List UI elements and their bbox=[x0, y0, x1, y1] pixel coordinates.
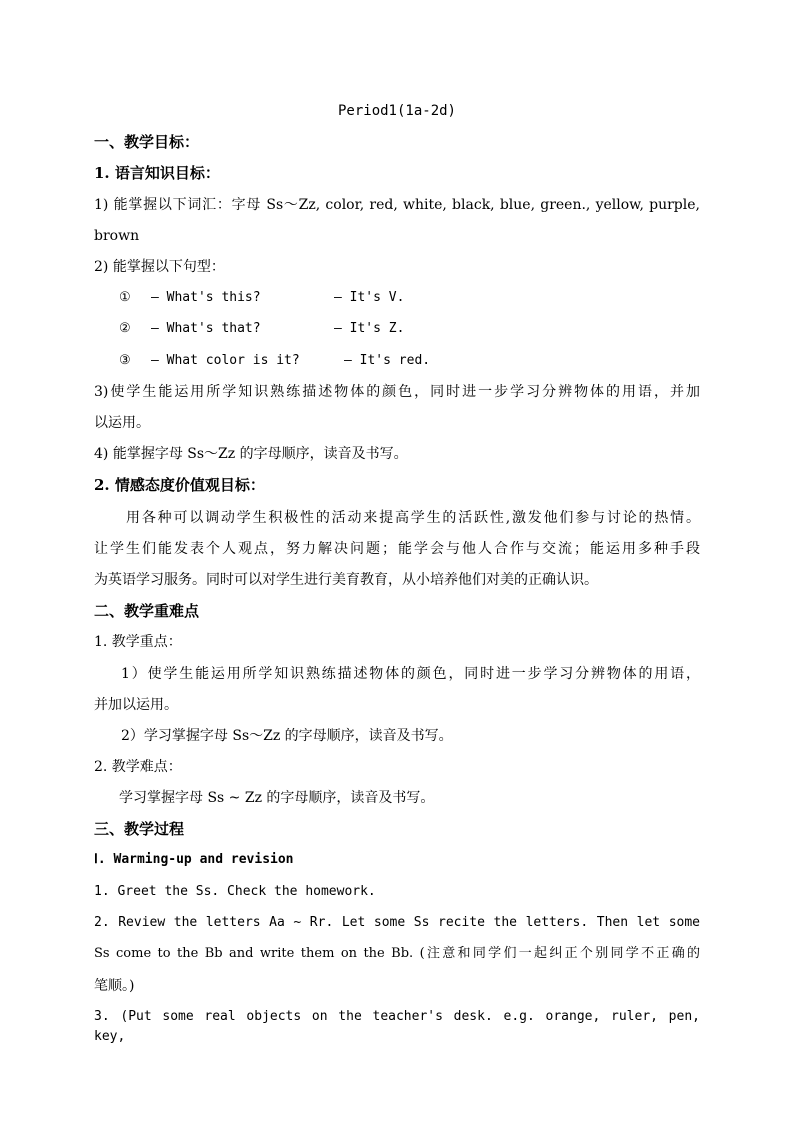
dialog-3-number: ③ bbox=[119, 353, 131, 368]
section-2-heading: 二、教学重难点 bbox=[94, 602, 200, 620]
warming-up-heading: Ⅰ. Warming-up and revision bbox=[94, 852, 294, 867]
vocabulary-line-2: brown bbox=[94, 228, 140, 244]
dialog-2-question: — What's that? bbox=[151, 321, 261, 336]
section-3-heading: 三、教学过程 bbox=[94, 820, 185, 838]
goal-3-line-2: 以运用。 bbox=[94, 415, 150, 431]
step-3-line-1: 3. (Put some real objects on the teacher's desk. e.g. orange, ruler, pen, key, bbox=[94, 1009, 700, 1044]
goal-3-line-1: 3)使学生能运用所学知识熟练描述物体的颜色，同时进一步学习分辨物体的用语，并加 bbox=[94, 384, 700, 400]
dialog-3-answer: — It's red. bbox=[344, 353, 431, 368]
dialog-1-answer: — It's V. bbox=[334, 290, 405, 305]
goal-4: 4) 能掌握字母 Ss～Zz 的字母顺序，读音及书写。 bbox=[94, 446, 408, 462]
dialog-1-number: ① bbox=[119, 290, 131, 305]
step-2-line-3: 笔顺。) bbox=[94, 978, 135, 994]
key-point-2: 2）学习掌握字母 Ss～Zz 的字母顺序，读音及书写。 bbox=[121, 728, 453, 744]
emotional-goals-line-1: 用各种可以调动学生积极性的活动来提高学生的活跃性,激发他们参与讨论的热情。 bbox=[126, 510, 700, 526]
emotional-goals-line-3: 为英语学习服务。同时可以对学生进行美育教育，从小培养他们对美的正确认识。 bbox=[94, 572, 598, 588]
emotional-goals-heading: 2. 情感态度价值观目标： bbox=[94, 476, 265, 494]
language-goals-heading: 1. 语言知识目标： bbox=[94, 164, 220, 182]
key-point-1-line-1: 1）使学生能运用所学知识熟练描述物体的颜色，同时进一步学习分辨物体的用语， bbox=[121, 666, 700, 682]
dialog-2-answer: — It's Z. bbox=[334, 321, 405, 336]
difficulty-text: 学习掌握字母 Ss ~ Zz 的字母顺序，读音及书写。 bbox=[119, 790, 435, 806]
dialog-1-question: — What's this? bbox=[151, 290, 261, 305]
page-title: Period1(1a-2d) bbox=[337, 103, 456, 119]
dialog-2-number: ② bbox=[119, 321, 131, 336]
dialog-3-question: — What color is it? bbox=[151, 353, 300, 368]
difficulties-heading: 2. 教学难点： bbox=[94, 759, 182, 775]
section-1-heading: 一、教学目标： bbox=[94, 133, 200, 151]
step-1: 1. Greet the Ss. Check the homework. bbox=[94, 884, 376, 899]
sentence-patterns-label: 2) 能掌握以下句型： bbox=[94, 259, 225, 275]
key-points-heading: 1. 教学重点： bbox=[94, 634, 182, 650]
vocabulary-line-1: 1) 能掌握以下词汇：字母 Ss～Zz, color, red, white, black, blue, green., yellow, purple, bbox=[94, 197, 700, 213]
step-2-line-1: 2. Review the letters Aa ~ Rr. Let some Ss recite the letters. Then let some bbox=[94, 915, 700, 930]
step-2-line-2: Ss come to the Bb and write them on the Bb. (注意和同学们一起纠正个别同学不正确的 bbox=[94, 946, 700, 961]
key-point-1-line-2: 并加以运用。 bbox=[94, 697, 178, 713]
emotional-goals-line-2: 让学生们能发表个人观点，努力解决问题；能学会与他人合作与交流；能运用多种手段 bbox=[94, 541, 700, 557]
